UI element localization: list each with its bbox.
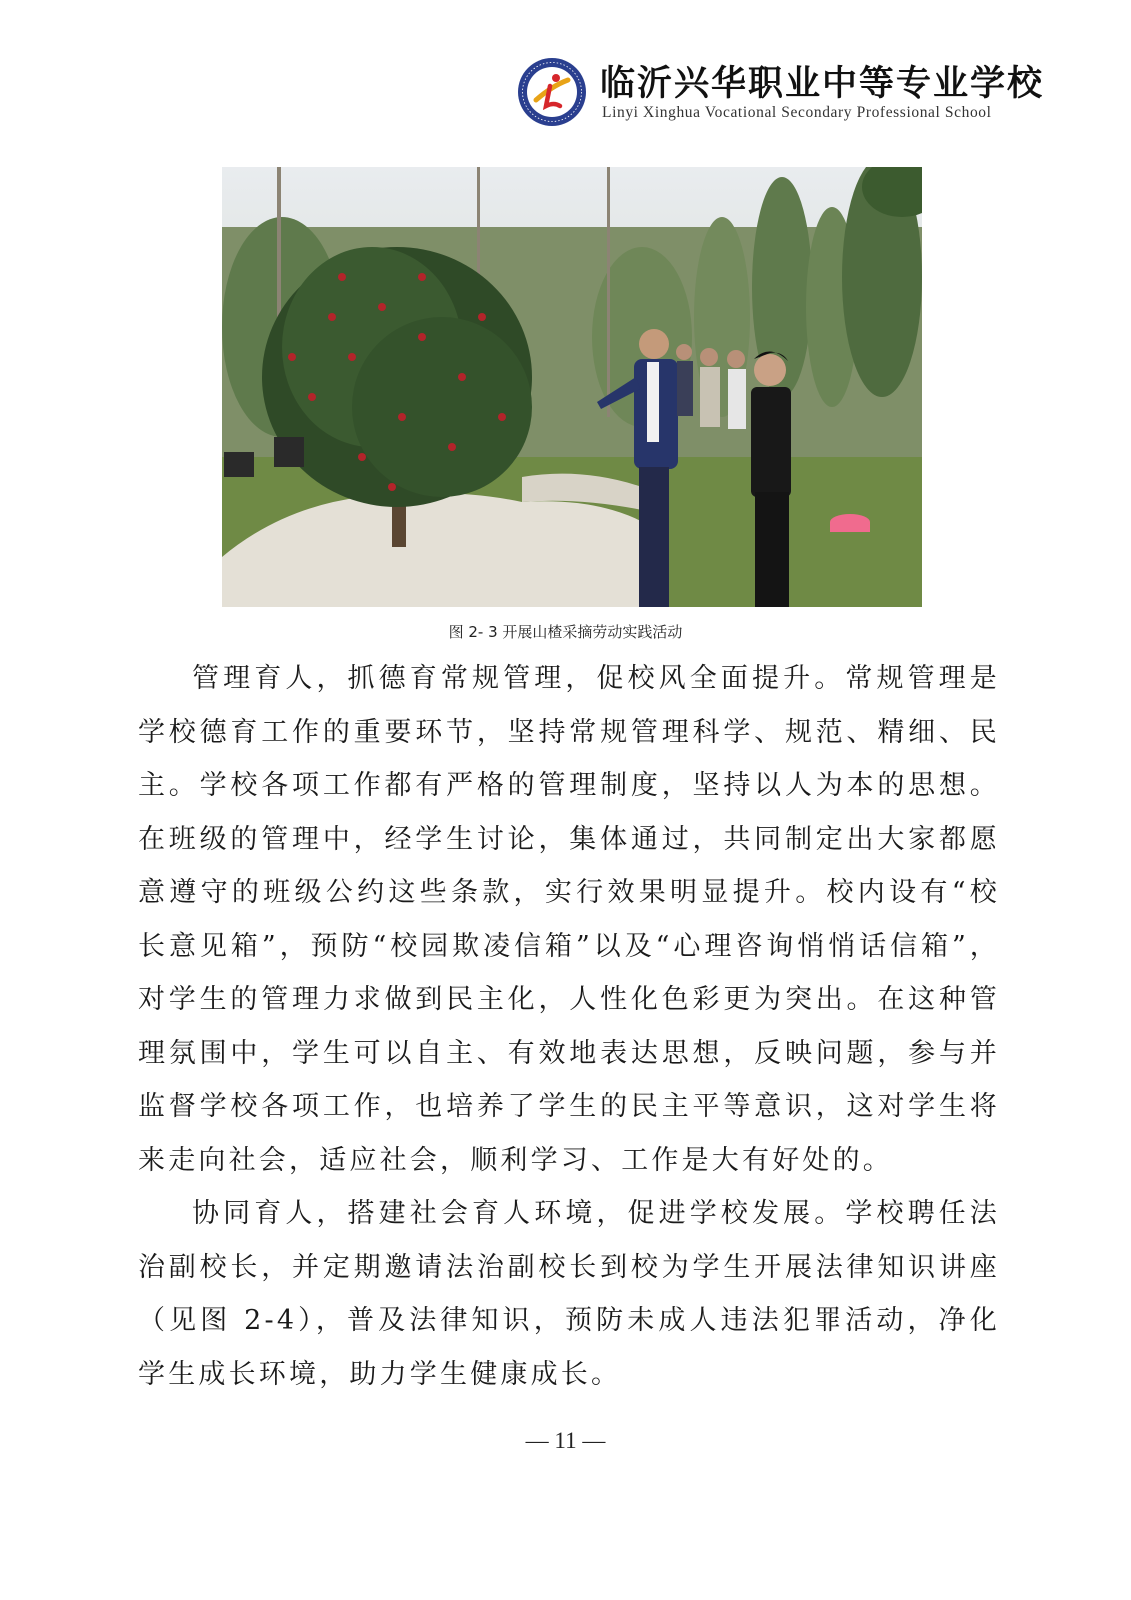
- hawthorn-picking-photo: [222, 167, 922, 607]
- paragraph-collaboration: 协同育人，搭建社会育人环境，促进学校发展。学校聘任法治副校长，并定期邀请法治副校长到校为学生开展法律知识讲座（见图 2-4），普及法律知识，预防未成人违法犯罪活动，净化学生成长环境，助力学生健康成长。: [138, 1198, 1000, 1390]
- school-name-cn: 临沂兴华职业中等专业学校: [600, 63, 1045, 104]
- school-name-en: Linyi Xinghua Vocational Secondary Professional School: [602, 104, 992, 121]
- page-number: — 11 —: [525, 1428, 606, 1453]
- school-logo-icon: [516, 56, 588, 128]
- paragraph-management: 管理育人，抓德育常规管理，促校风全面提升。常规管理是学校德育工作的重要环节，坚持常规管理科学、规范、精细、民主。学校各项工作都有严格的管理制度，坚持以人为本的思想。在班级的管理中，经学生讨论，集体通过，共同制定出大家都愿意遵守的班级公约这些条款，实行效果明显提升。校内设有“校长意见箱”，预防“校园欺凌信箱”以及“心理咨询悄悄话信箱”，对学生的管理力求做到民主化，人性化色彩更为突出。在这种管理氛围中，学生可以自主、有效地表达思想，反映问题，参与并监督学校各项工作，也培养了学生的民主平等意识，这对学生将来走向社会，适应社会，顺利学习、工作是大有好处的。: [138, 663, 1000, 1176]
- page-header: [516, 52, 1076, 132]
- body-text: [138, 652, 1000, 1401]
- figure-caption: 图 2- 3 开展山楂采摘劳动实践活动: [448, 623, 683, 641]
